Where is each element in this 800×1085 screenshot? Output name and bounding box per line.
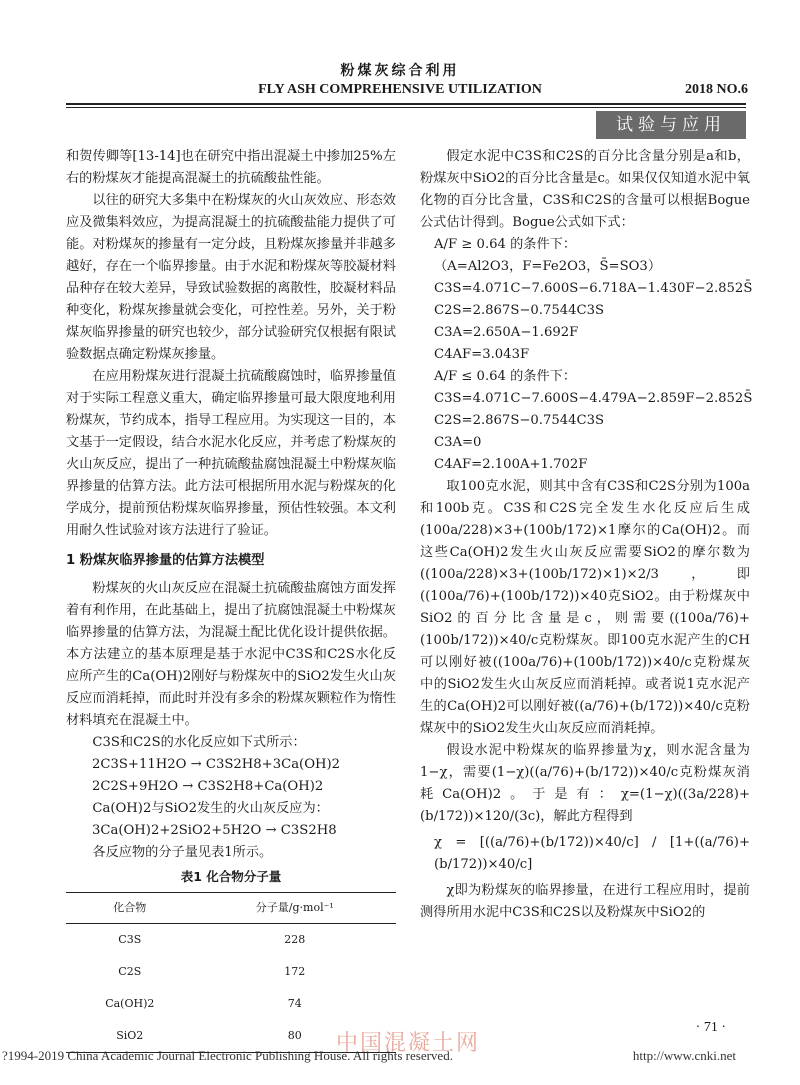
section-heading: 1 粉煤灰临界掺量的估算方法模型 <box>66 553 265 568</box>
footer-url: http://www.cnki.net <box>632 1048 736 1063</box>
journal-title-en: FLY ASH COMPREHENSIVE UTILIZATION <box>258 82 542 97</box>
bogue-condition-1: A/F ≥ 0.64 的条件下： <box>434 237 577 252</box>
table-cell: C3S <box>118 933 142 946</box>
section-tag: 试验与应用 <box>596 111 746 139</box>
table-row <box>66 988 396 1020</box>
table-cell: 80 <box>194 1020 396 1053</box>
left-paragraph-6: Ca(OH)2与SiO2发生的火山灰反应为： <box>92 801 329 816</box>
right-paragraph-3: 假设水泥中粉煤灰的临界掺量为χ，则水泥含量为1−χ，需要(1−χ)((a/76)+(b/172))×40/c克粉煤灰消耗Ca(OH)2。于是有：χ=(1−χ)((3a/228)+(b/172))×120/(3c)，解此方程得到 <box>420 743 750 824</box>
table-cell: Ca(OH)2 <box>105 997 155 1010</box>
equation-hydration-c2s: 2C2S+9H2O → C3S2H8+Ca(OH)2 <box>92 779 324 794</box>
equation-pozzolanic: 3Ca(OH)2+2SiO2+5H2O → C3S2H8 <box>92 823 337 838</box>
left-column <box>66 146 396 1053</box>
left-paragraph-2: 以往的研究大多集中在粉煤灰的火山灰效应、形态效应及微集料效应，为提高混凝土的抗硫酸盐能力提供了可能。对粉煤灰的掺量有一定分歧，且粉煤灰掺量并非越多越好，存在一个临界掺量。由于水泥和粉煤灰等胶凝材料品种存在较大差异，导致试验数据的离散性，胶凝材料品种变化，粉煤灰掺量就会变化，可控性差。另外，关于粉煤灰临界掺量的研究也较少，部分试验研究仅根据有限试验数据点确定粉煤灰掺量。 <box>66 193 396 362</box>
bogue-eq-c4af-1: C4AF=3.043F <box>434 347 530 362</box>
footer <box>0 1048 800 1068</box>
header-rule-thin <box>66 107 746 108</box>
page-number: · 71 · <box>695 1020 726 1035</box>
bogue-eq-c3a-2: C3A=0 <box>434 435 482 450</box>
table-row <box>66 956 396 988</box>
bogue-eq-c2s-2: C2S=2.867S−0.7544C3S <box>434 413 605 428</box>
right-paragraph-2: 取100克水泥，则其中含有C3S和C2S分别为100a和100b克。C3S和C2S完全发生水化反应后生成(100a/228)×3+(100b/172)×1摩尔的Ca(OH)2。而这些Ca(OH)2发生火山灰反应需要SiO2的摩尔数为((100a/228)×3+(100b/172)×1)×2/3，即((100a/76)+(100b/172))×40克SiO2。由于粉煤灰中SiO2的百分比含量是c，则需要((100a/76)+(100b/172))×40/c克粉煤灰。即100克水泥产生的CH可以刚好被((100a/76)+(100b/172))×40/c克粉煤灰中的SiO2发生火山灰反应而消耗掉。或者说1克水泥产生的Ca(OH)2可以刚好被((a/76)+(b/172))×40/c克粉煤灰中的SiO2发生火山灰反应而消耗掉。 <box>420 479 750 736</box>
issue-label: 2018 NO.6 <box>685 82 748 97</box>
left-paragraph-4: 粉煤灰的火山灰反应在混凝土抗硫酸盐腐蚀方面发挥着有利作用，在此基础上，提出了抗腐蚀混凝土中粉煤灰临界掺量的估算方法，为混凝土配比优化设计提供依据。本方法建立的基本原理是基于水泥中C3S和C2S水化反应所产生的Ca(OH)2刚好与粉煤灰中的SiO2发生火山灰反应而消耗掉，而此时并没有多余的粉煤灰颗粒作为惰性材料填充在混凝土中。 <box>66 581 396 728</box>
bogue-eq-c2s-1: C2S=2.867S−0.7544C3S <box>434 303 605 318</box>
bogue-eq-c3s-1: C3S=4.071C−7.600S−6.718A−1.430F−2.852S̄ <box>434 281 753 296</box>
bogue-eq-c3s-2: C3S=4.071C−7.600S−4.479A−2.859F−2.852S̄ <box>434 391 753 406</box>
left-paragraph-3: 在应用粉煤灰进行混凝土抗硫酸腐蚀时，临界掺量值对于实际工程意义重大，确定临界掺量可最大限度地利用粉煤灰，节约成本，指导工程应用。为实现这一目的，本文基于一定假设，结合水泥水化反应，并考虑了粉煤灰的火山灰反应，提出了一种抗硫酸盐腐蚀混凝土中粉煤灰临界掺量的估算方法。此方法可根据所用水泥与粉煤灰的化学成分，提前预估粉煤灰临界掺量，预估性较强。本文利用耐久性试验对该方法进行了验证。 <box>66 369 396 538</box>
left-paragraph-7: 各反应物的分子量见表1所示。 <box>92 845 273 860</box>
right-paragraph-1: 假定水泥中C3S和C2S的百分比含量分别是a和b，粉煤灰中SiO2的百分比含量是c。如果仅仅知道水泥中氧化物的百分比含量，C3S和C2S的含量可以根据Bogue公式估计得到。Bogue公式如下式： <box>420 149 750 230</box>
table-cell: C2S <box>118 965 142 978</box>
table-cell: SiO2 <box>66 1020 194 1053</box>
table-header-weight: 分子量/g·mol⁻¹ <box>194 893 396 924</box>
right-column <box>420 146 753 924</box>
table-cell: 172 <box>284 965 306 978</box>
journal-title-cn: 粉煤灰综合利用 <box>340 63 460 79</box>
bogue-condition-2: A/F ≤ 0.64 的条件下： <box>434 369 577 384</box>
bogue-notation: （A=Al2O3，F=Fe2O3，S̄=SO3） <box>434 259 662 274</box>
equation-hydration-c3s: 2C3S+11H2O → C3S2H8+3Ca(OH)2 <box>92 757 341 772</box>
bogue-eq-c4af-2: C4AF=2.100A+1.702F <box>434 457 588 472</box>
right-paragraph-4: χ即为粉煤灰的临界掺量，在进行工程应用时，提前测得所用水泥中C3S和C2S以及粉煤灰中SiO2的 <box>420 883 750 920</box>
bogue-eq-c3a-1: C3A=2.650A−1.692F <box>434 325 579 340</box>
left-paragraph-5: C3S和C2S的水化反应如下式所示： <box>92 735 306 750</box>
table-cell: 228 <box>284 933 306 946</box>
table-header-compound: 化合物 <box>66 893 194 924</box>
table-row <box>66 924 396 957</box>
copyright-notice: ?1994-2019 China Academic Journal Electronic Publishing House. All rights reserved. <box>2 1048 453 1063</box>
left-paragraph-1: 和贺传卿等[13-14]也在研究中指出混凝土中掺加25%左右的粉煤灰才能提高混凝土的抗硫酸盐性能。 <box>66 149 396 186</box>
table-caption: 表1 化合物分子量 <box>180 869 282 884</box>
watermark: 中国混凝土网 <box>336 1031 481 1056</box>
header-rule-thick <box>66 103 746 105</box>
table-cell: 74 <box>287 997 302 1010</box>
critical-dosage-equation: χ = [((a/76)+(b/172))×40/c] / [1+((a/76)+(b/172))×40/c] <box>434 835 750 872</box>
